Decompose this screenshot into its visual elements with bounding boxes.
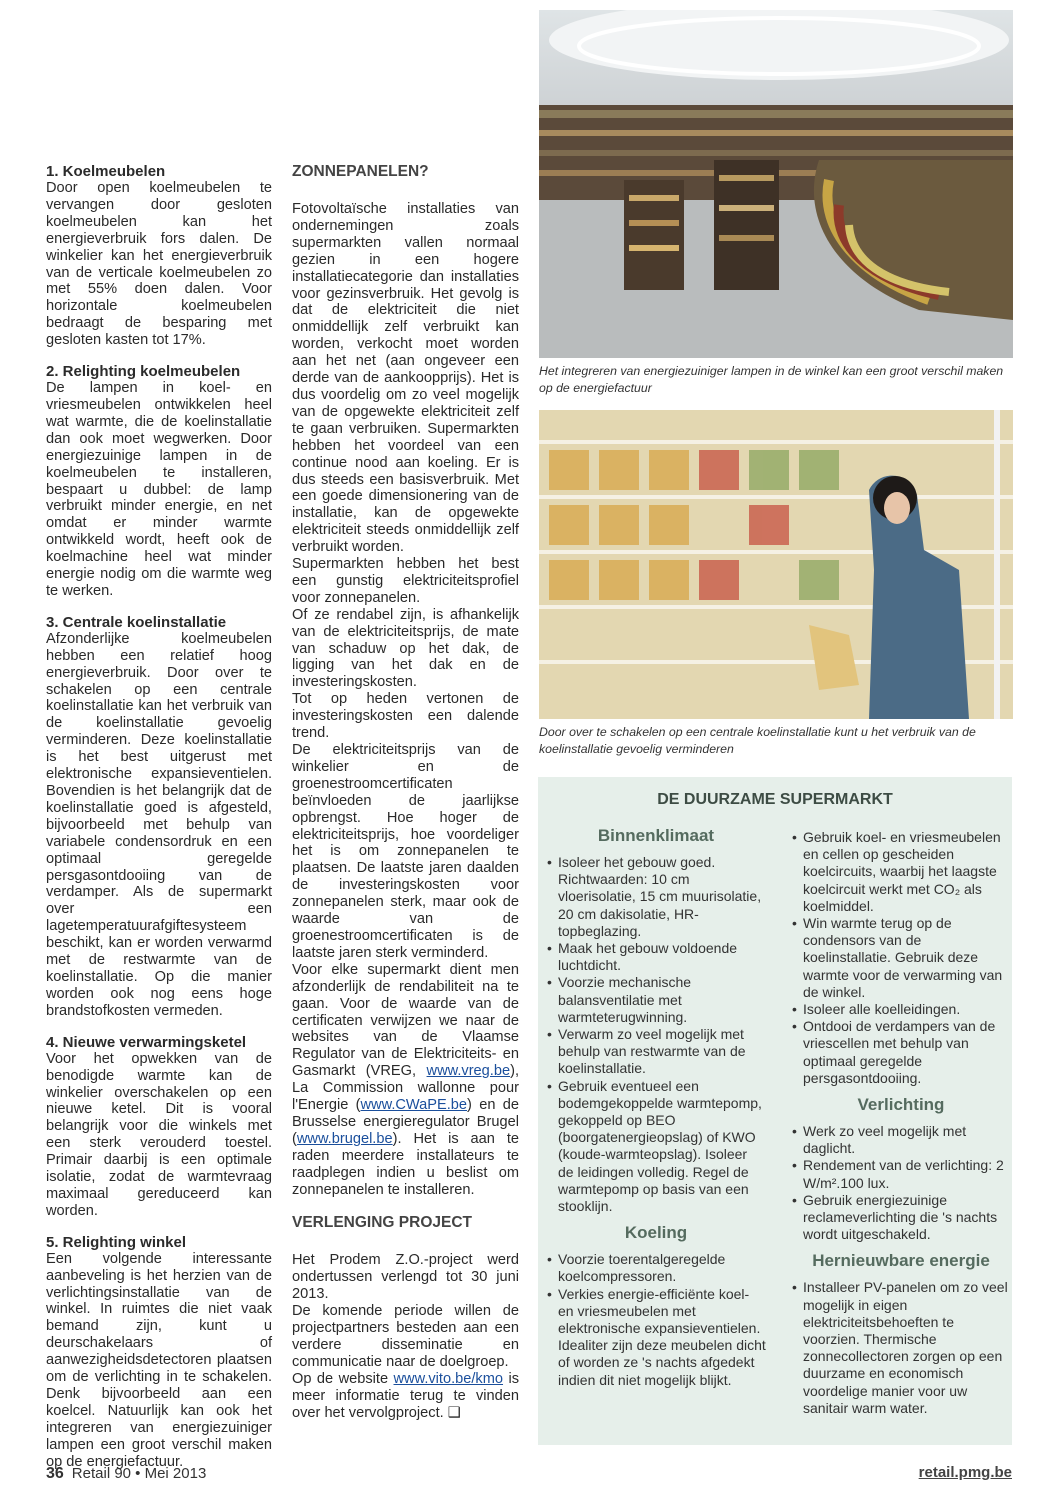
list-item: • Maak het gebouw voldoende luchtdicht.	[546, 940, 766, 974]
section-text: Voor het opwekken van de benodigde warmte kan de winkelier overschakelen op een nieuwe ketel. Dit is vooral belangrijk voor die winkels met een sterk verouderd toestel. Primair daarbij is een optimale isolatie, zodat de warmtevraag maximaal gereduceerd kan worden.	[46, 1050, 272, 1219]
heading-verlenging-project: VERLENGING PROJECT	[292, 1214, 472, 1232]
photo-caption-1: Het integreren van energiezuiniger lampen in de winkel kan een groot verschil maken op de energiefactuur	[539, 364, 1004, 395]
section-relighting-koelmeubelen	[46, 363, 272, 600]
refrigerated-shelf-photo	[539, 410, 1013, 719]
section-title: 4. Nieuwe verwarmingsketel	[46, 1033, 247, 1051]
text-run: Voor elke supermarkt dient men afzonderlijk de rendabiliteit na te gaan. Voor de waarde van de certificaten verwijzen we naar de websites van de Vlaamse Regulator van de Elektriciteits- en Gasmarkt (VREG,	[292, 961, 519, 1080]
article-column-1	[46, 163, 272, 1485]
koeling-list-continued	[791, 829, 1011, 1087]
text-run: Op de website	[292, 1370, 394, 1387]
box-heading-verlichting: Verlichting	[857, 1095, 945, 1115]
list-item: • Gebruik eventueel een bodemgekoppelde warmtepomp, gekoppeld op BEO (boorgatenergieopslag) of KWO (koude-warmteopslag). Isoleer de leidingen volledig. Regel de warmtepomp op basis van een stooklijn.	[546, 1078, 766, 1216]
link-vito[interactable]: www.vito.be/kmo	[393, 1370, 504, 1387]
section-title: 2. Relighting koelmeubelen	[46, 363, 241, 381]
article-column-2	[292, 163, 519, 1422]
section-title: 1. Koelmeubelen	[46, 163, 166, 180]
list-item: • Voorzie toerentalgeregelde koelcompressoren.	[546, 1251, 766, 1285]
box-right-column	[791, 829, 1011, 1417]
binnenklimaat-list	[546, 854, 766, 1215]
issue-label: Retail 90 • Mei 2013	[71, 1465, 207, 1482]
section-text: Door open koelmeubelen te vervangen door gesloten koelmeubelen kan het energieverbruik fors dalen. De winkelier kan het energieverbruik van de verticale koelmeubelen zo met 55% doen dalen. Voor horizontale koelmeubelen bedraagt de besparing met gesloten kasten tot 17%.	[46, 180, 272, 349]
duurzame-supermarkt-box	[538, 777, 1012, 1445]
paragraph: Supermarkten hebben het best een gunstig elektriciteitsprofiel voor zonnepanelen.	[292, 556, 519, 606]
list-item: • Verkies energie-efficiënte koel- en vriesmeubelen met elektronische expansieventielen. Idealiter zijn deze meubelen dicht of worden ze 's nachts afgedekt indien dit niet mogelijk blijkt.	[546, 1286, 766, 1389]
list-item: • Gebruik energiezuinige reclameverlichting die 's nachts wordt uitgeschakeld.	[791, 1192, 1011, 1244]
refrigerated-shelf-illustration	[539, 410, 1013, 719]
paragraph-website	[292, 1371, 519, 1422]
paragraph: De elektriciteitsprijs van de winkelier en de groenestroomcertificaten beïnvloeden de jaarlijkse opbrengst. Hoe hoger de elektriciteitsprijs, hoe voordeliger het is om zonnepanelen te plaatsen. De laatste jaren daalden de investeringskosten voor zonnepanelen sterk, maar ook de waarde van de groenestroomcertificaten is de laatste jaren sterk verminderd.	[292, 742, 519, 961]
paragraph: Tot op heden vertonen de investeringskosten een dalende trend.	[292, 691, 519, 742]
paragraph: Het Prodem Z.O.-project werd ondertussen verlengd tot 30 juni 2013.	[292, 1252, 519, 1303]
link-vreg[interactable]: www.vreg.be	[426, 1063, 511, 1080]
list-item: • Verwarm zo veel mogelijk met behulp van restwarmte van de koelinstallatie.	[546, 1026, 766, 1078]
list-item: • Rendement van de verlichting: 2 W/m².100 lux.	[791, 1157, 1011, 1191]
box-heading-binnenklimaat: Binnenklimaat	[597, 826, 715, 845]
koeling-list	[546, 1251, 766, 1389]
paragraph: Of ze rendabel zijn, is afhankelijk van de elektriciteitsprijs, de mate van schaduw op het dak, de ligging van het dak en de investeringskosten.	[292, 606, 519, 691]
link-cwape[interactable]: www.CWaPE.be	[360, 1097, 468, 1114]
section-text: Afzonderlijke koelmeubelen hebben een relatief hoog energieverbruik. Door over te schakelen op een centrale koelinstallatie kan het verbruik van de koelinstallatie gevoelig verminderen. Deze koelinstallatie is het best uitgerust met elektronische expansieventielen. Bovendien is het belangrijk dat de koelinstallatie goed is afgesteld, bijvoorbeeld met behulp van variabele condensordruk en een optimaal geregelde persgasontdooiing van de verdamper. Als de supermarkt over een lagetemperatuurafgiftesysteem beschikt, kan er worden verwarmd met de restwarmte van de koelinstallatie. Op die manier worden ook nog eens hoge brandstofkosten vermeden.	[46, 630, 272, 1019]
section-text: Een volgende interessante aanbeveling is het herzien van de verlichtingsinstallatie van de winkel. In ruimtes die niet vaak bemand zijn, kunt u deurschakelaars of aanwezigheidsdetectoren plaatsen om de verlichting in te schakelen. Denk bijvoorbeeld aan een koelcel. Natuurlijk kan ook het integreren van energiezuiniger lampen een groot verschil maken op de energiefactuur.	[46, 1250, 272, 1470]
paragraph: De komende periode willen de projectpartners besteden aan een verdere disseminatie en communicatie naar de doelgroep.	[292, 1303, 519, 1370]
list-item: • Werk zo veel mogelijk met daglicht.	[791, 1123, 1011, 1157]
link-brugel[interactable]: www.brugel.be	[296, 1130, 393, 1147]
paragraph-certificaten	[292, 962, 519, 1199]
list-item: • Voorzie mechanische balansventilatie met warmteterugwinning.	[546, 974, 766, 1026]
page-footer-left	[46, 1465, 206, 1483]
text-run: ), La Commission wallonne pour l'Energie (	[292, 1063, 519, 1114]
section-text: De lampen in koel- en vriesmeubelen ontwikkelen heel wat warmte, die de koelinstallatie dan ook moet wegwerken. Door energiezuinige lampen in de koelmeubelen te installeren, bespaart u dubbel: de lamp verbruikt minder energie, en net omdat er minder warmte ontwikkeld wordt, heeft ook de koelmachine heel wat minder energie nodig om die warmte weg te werken.	[46, 380, 272, 599]
paragraph: Fotovoltaïsche installaties van ondernemingen zoals supermarkten vallen normaal gezien in een hogere installatiecategorie dan installaties voor gezinsverbruik. Het gevolg is dat de elektriciteit die niet onmiddellijk zelf verbruikt kan worden, verkocht moet worden aan het net (aan ongeveer een derde van de aankoopprijs). Het is dus voordelig om zo veel mogelijk van de opgewekte elektriciteit zelf te gaan verbruiken. Supermarkten hebben het voordeel van een continue nood aan koeling. Er is dus steeds een basisverbruik. Met een goede dimensionering van de installatie, kan de opgewekte elektriciteit steeds onmiddellijk zelf verbruikt worden.	[292, 201, 519, 556]
heading-zonnepanelen: ZONNEPANELEN?	[292, 163, 429, 180]
text-run: is meer informatie terug te vinden over het vervolgproject. ❑	[292, 1370, 519, 1421]
page-number: 36	[46, 1465, 64, 1482]
supermarket-interior-photo	[539, 10, 1013, 358]
website-link[interactable]: retail.pmg.be	[918, 1464, 1012, 1481]
box-heading-koeling: Koeling	[624, 1223, 688, 1243]
supermarket-interior-illustration	[539, 10, 1013, 358]
box-left-column	[546, 826, 766, 1389]
hernieuwbare-energie-list	[791, 1279, 1011, 1417]
list-item: • Isoleer alle koelleidingen.	[791, 1001, 1011, 1018]
section-verwarmingsketel	[46, 1034, 272, 1220]
box-heading-hernieuwbare-energie: Hernieuwbare energie	[812, 1251, 990, 1271]
text-run: ). Het is aan te raden meerdere installateurs te raadplegen indien u beslist om zonnepanelen te installeren.	[292, 1130, 519, 1198]
section-koelmeubelen	[46, 163, 272, 349]
list-item: • Installeer PV-panelen om zo veel mogelijk in eigen elektriciteitsbehoeften te voorzien. Thermische zonnecollectoren zorgen op een duurzame en economisch voordelige manier voor uw sanitair warm water.	[791, 1279, 1011, 1417]
box-title: DE DUURZAME SUPERMARKT	[657, 791, 893, 808]
list-item: • Win warmte terug op de condensors van de koelinstallatie. Gebruik deze warmte voor de verwarming van de winkel.	[791, 915, 1011, 1001]
verlichting-list	[791, 1123, 1011, 1243]
photo-caption-2: Door over te schakelen op een centrale koelinstallatie kunt u het verbruik van de koelinstallatie gevoelig verminderen	[539, 725, 976, 756]
section-relighting-winkel	[46, 1234, 272, 1471]
list-item: • Isoleer het gebouw goed. Richtwaarden: 10 cm vloerisolatie, 15 cm muurisolatie, 20 cm dakisolatie, HR-topbeglazing.	[546, 854, 766, 940]
text-run: ) en de Brusselse energieregulator Brugel (	[292, 1097, 519, 1147]
section-title: 5. Relighting winkel	[46, 1233, 187, 1251]
list-item: • Gebruik koel- en vriesmeubelen en cellen op gescheiden koelcircuits, waarbij het laagste koelcircuit werkt met CO₂ als koelmiddel.	[791, 829, 1011, 915]
section-title: 3. Centrale koelinstallatie	[46, 613, 227, 631]
section-centrale-koelinstallatie	[46, 614, 272, 1020]
list-item: • Ontdooi de verdampers van de vriescellen met behulp van optimaal geregelde persgasontdooiing.	[791, 1018, 1011, 1087]
